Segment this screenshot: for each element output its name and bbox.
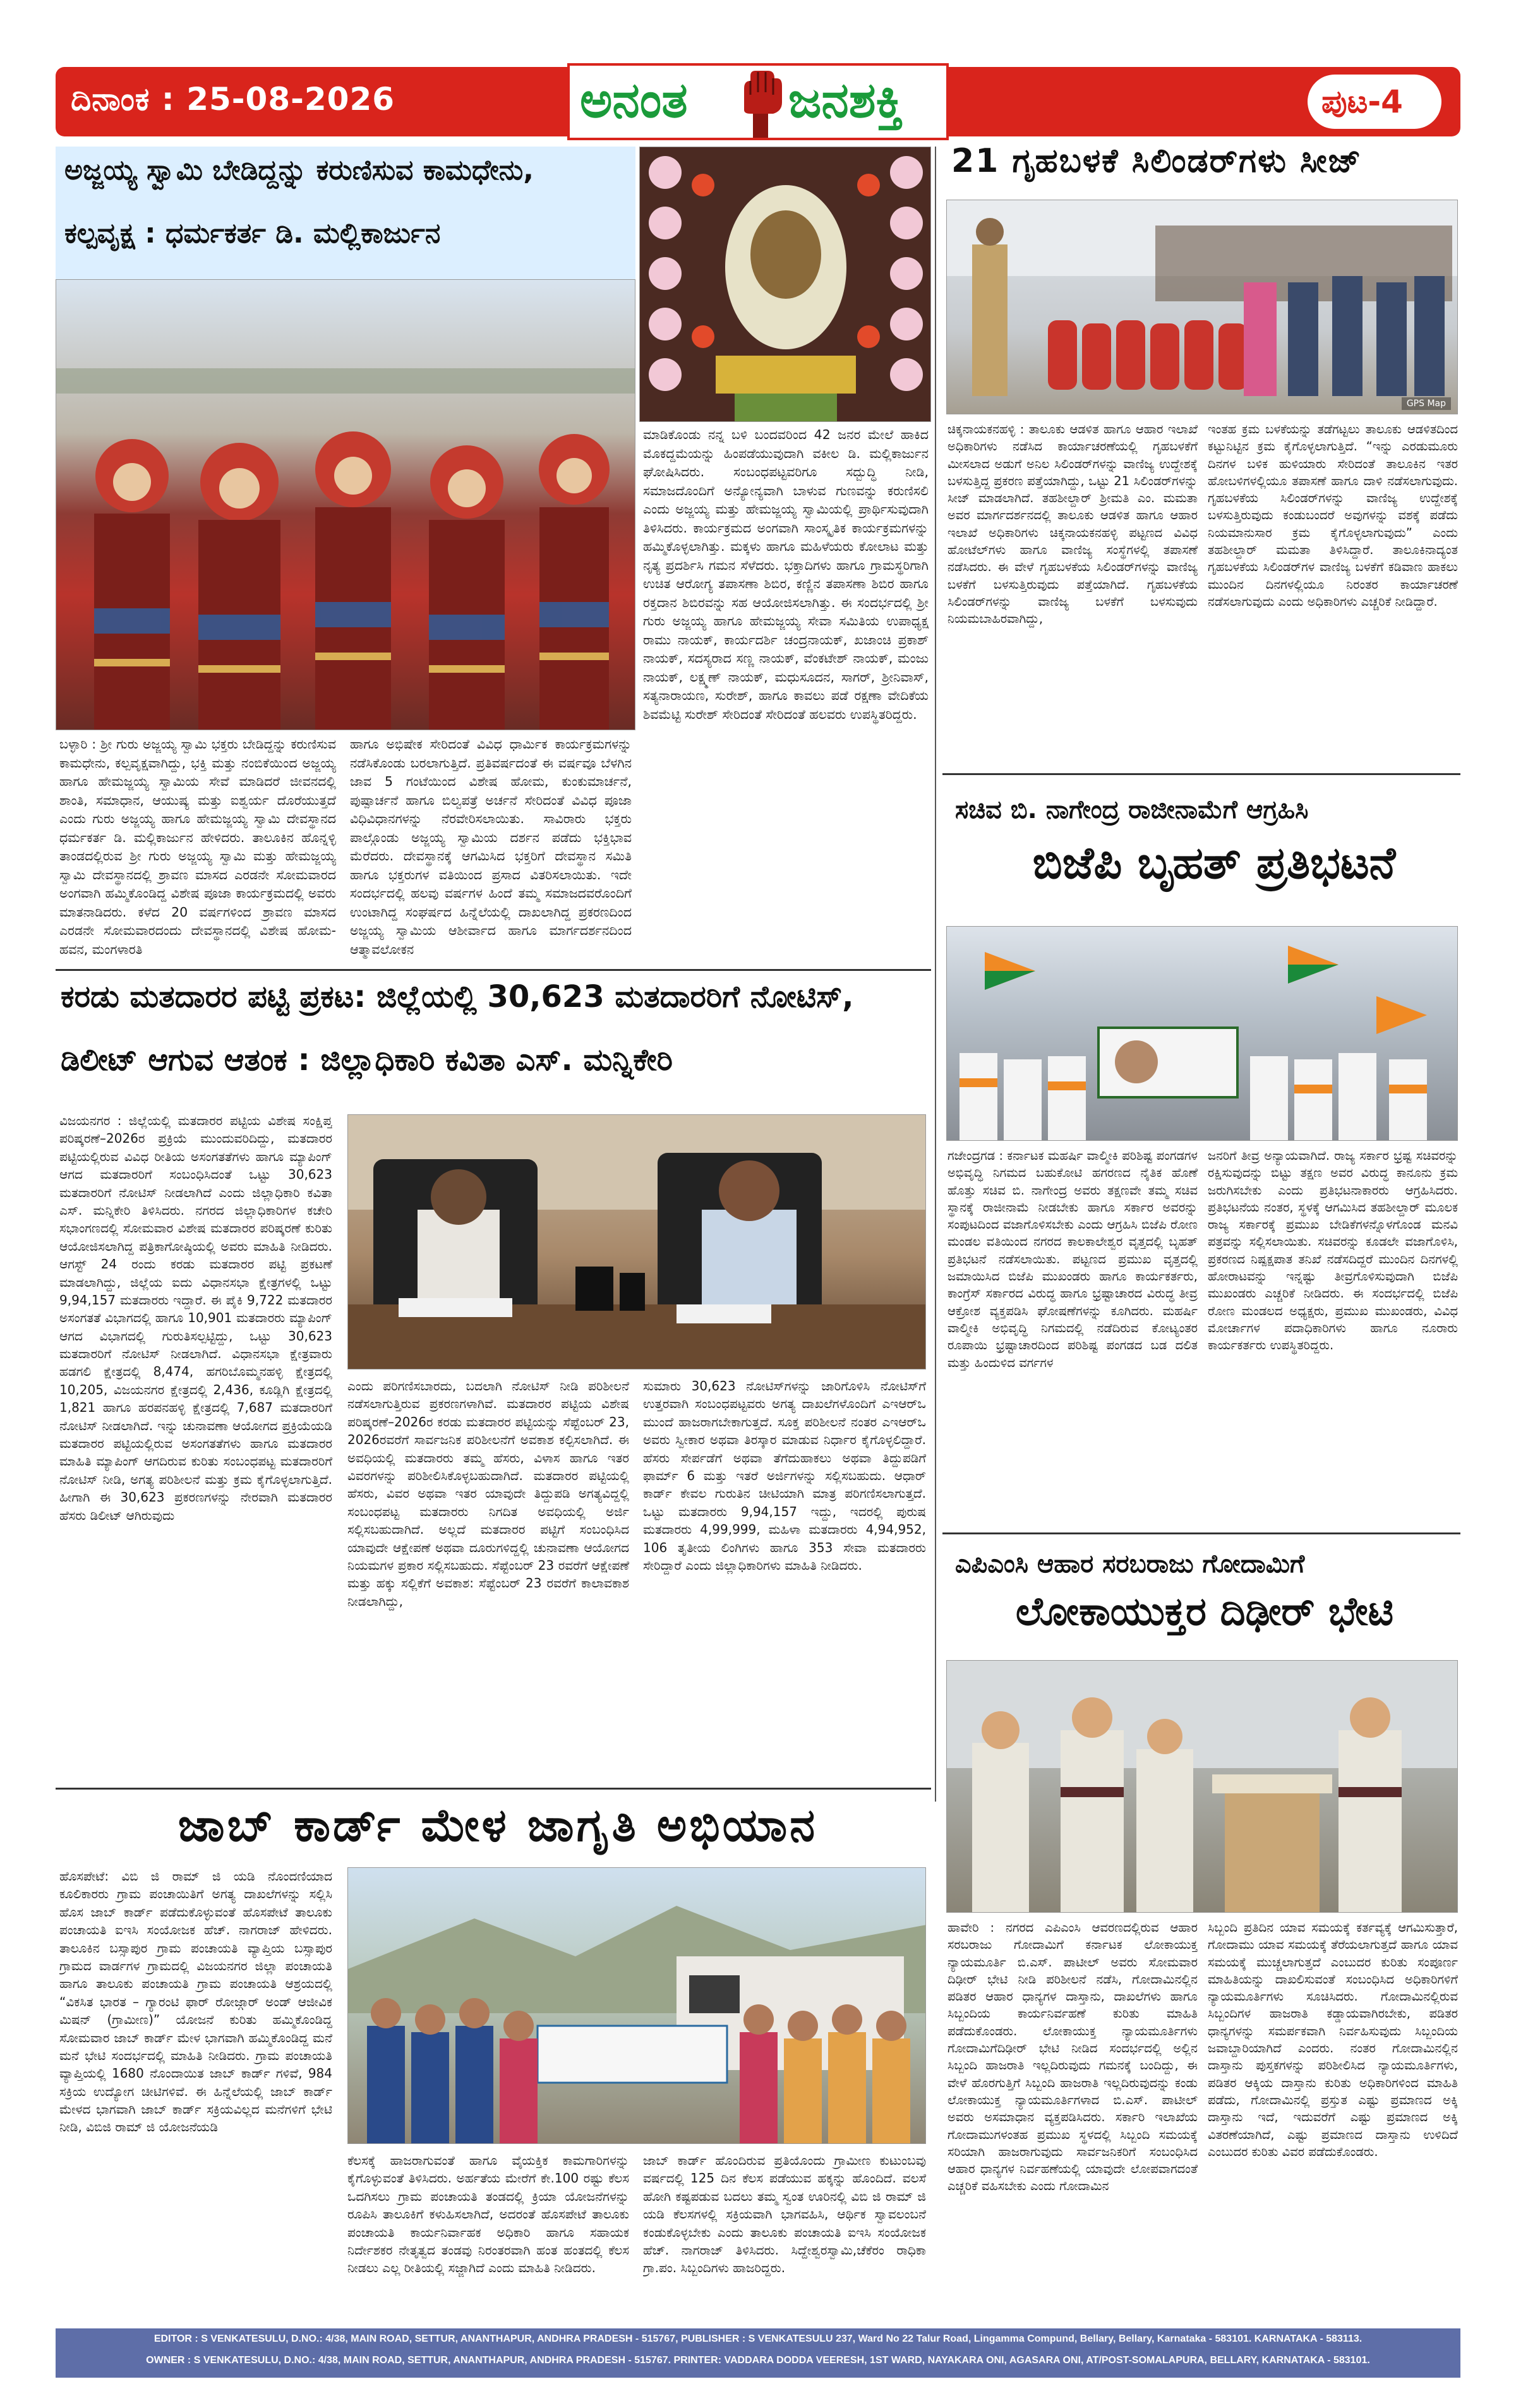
article-ajjayya-col2: ಹಾಗೂ ಅಭಿಷೇಕ ಸೇರಿದಂತೆ ವಿವಿಧ ಧಾರ್ಮಿಕ ಕಾರ್ಯಕ್ರಮಗಳನ್ನು ನಡೆಸಿಕೊಂಡು ಬರಲಾಗುತ್ತಿದೆ. ಪ್ರತಿವರ್ಷದಂತೆ ಈ ವರ್ಷವೂ ಬೆಳಗಿನ ಜಾವ 5 ಗಂಟೆಯಿಂದ ವಿಶೇಷ ಹೋಮ, ಕುಂಕುಮಾರ್ಚನೆ, ಪುಷ್ಪಾರ್ಚನೆ ಹಾಗೂ ಬಿಲ್ವಪತ್ರೆ ಅರ್ಚನೆ ಸೇರಿದಂತೆ ವಿವಿಧ ಪೂಜಾ ವಿಧಿವಿಧಾನಗಳನ್ನು ನೆರವೇರಿಸಲಾಯಿತು. ಸಾವಿರಾರು ಭಕ್ತರು ಪಾಲ್ಗೊಂಡು ಅಜ್ಜಯ್ಯ ಸ್ವಾಮಿಯ ದರ್ಶನ ಪಡೆದು ಭಕ್ತಿಭಾವ ಮೆರೆದರು. ದೇವಸ್ಥಾನಕ್ಕೆ ಆಗಮಿಸಿದ ಭಕ್ತರಿಗೆ ದೇವಸ್ಥಾನ ಸಮಿತಿ ಹಾಗೂ ಭಕ್ತರುಗಳ ವತಿಯಿಂದ ಪ್ರಸಾದ ವಿತರಿಸಲಾಯಿತು. ಇದೇ ಸಂದರ್ಭದಲ್ಲಿ ಹಲವು ವರ್ಷಗಳ ಹಿಂದೆ ತಮ್ಮ ಸಮಾಜದವರೊಂದಿಗೆ ಉಂಟಾಗಿದ್ದ ಸಂಘರ್ಷದ ಹಿನ್ನೆಲೆಯಲ್ಲಿ ದಾಖಲಾಗಿದ್ದ ಪ್ರಕರಣದಿಂದ ಅಜ್ಜಯ್ಯ ಸ್ವಾಮಿಯ ಆಶೀರ್ವಾದ ಹಾಗೂ ಮಾರ್ಗದರ್ಶನದಿಂದ ಆತ್ಮಾವಲೋಕನ [350, 737, 632, 957]
photo-press-meet [347, 1114, 926, 1370]
protest-illustration [947, 927, 1458, 1141]
logo-title-left: ಅನಂತ [580, 72, 688, 129]
logo-title-right: ಜನಶಕ್ತಿ [788, 72, 903, 129]
dancers-illustration [56, 280, 635, 730]
article-bjp-headline: ಬಿಜೆಪಿ ಬೃಹತ್ ಪ್ರತಿಭಟನೆ [1032, 837, 1396, 889]
article-ajjayya [56, 147, 931, 965]
article-ajjayya-headline-box [56, 147, 635, 279]
divider-left-2 [56, 1788, 931, 1790]
job-card-illustration [348, 1868, 926, 2144]
article-ajjayya-headline-2: ಕಲ್ಪವೃಕ್ಷ : ಧರ್ಮಕರ್ತ ಡಿ. ಮಲ್ಲಿಕಾರ್ಜುನ [64, 217, 441, 250]
article-job-card-headline: ಜಾಬ್ ಕಾರ್ಡ್ ಮೇಳ ಜಾಗೃತಿ ಅಭಿಯಾನ [177, 1798, 818, 1851]
masthead-logo [567, 63, 949, 140]
article-cylinders-col2: ಇಂತಹ ಕ್ರಮ ಬಳಕೆಯನ್ನು ತಡೆಗಟ್ಟಲು ತಾಲೂಕು ಆಡಳಿತದಿಂದ ಕಟ್ಟುನಿಟ್ಟಿನ ಕ್ರಮ ಕೈಗೊಳ್ಳಲಾಗುತ್ತಿದೆ. “ಇನ್ನು ಎರಡುಮೂರು ದಿನಗಳ ಬಳಿಕ ಹುಳಿಯಾರು ಸೇರಿದಂತೆ ತಾಲೂಕಿನ ಇತರ ಹೋಬಳಿಗಳಲ್ಲಿಯೂ ತಪಾಸಣೆ ಹಾಗೂ ದಾಳಿ ನಡೆಸಲಾಗುವುದು. ಗೃಹಬಳಕೆಯ ಸಿಲಿಂಡರ್‌ಗಳನ್ನು ವಾಣಿಜ್ಯ ಉದ್ದೇಶಕ್ಕೆ ಬಳಸುತ್ತಿರುವುದು ಕಂಡುಬಂದರೆ ಅವುಗಳನ್ನು ವಶಕ್ಕೆ ಪಡೆದು ನಿಯಮಾನುಸಾರ ಕ್ರಮ ಕೈಗೊಳ್ಳಲಾಗುವುದು” ಎಂದು ತಹಶೀಲ್ದಾರ್ ಮಮತಾ ತಿಳಿಸಿದ್ದಾರೆ. ತಾಲೂಕಿನಾದ್ಯಂತ ಗೃಹಬಳಕೆಯ ಸಿಲಿಂಡರ್‌ಗಳ ವಾಣಿಜ್ಯ ಬಳಕೆಗೆ ಕಡಿವಾಣ ಹಾಕಲು ಮುಂದಿನ ದಿನಗಳಲ್ಲಿಯೂ ನಿರಂತರ ಕಾರ್ಯಾಚರಣೆ ನಡೆಸಲಾಗುವುದು ಎಂದು ಅಧಿಕಾರಿಗಳು ಎಚ್ಚರಿಕೆ ನೀಡಿದ್ದಾರೆ. [1208, 422, 1458, 609]
photo-dancers [56, 279, 635, 730]
date-banner [56, 67, 567, 136]
lokayukta-illustration [947, 1661, 1458, 1913]
photo-job-card [347, 1867, 926, 2144]
article-voter-col3: ಸುಮಾರು 30,623 ನೋಟಿಸ್‌ಗಳನ್ನು ಜಾರಿಗೊಳಿಸಿ ನೋಟಿಸ್‌ಗೆ ಉತ್ತರವಾಗಿ ಸಂಬಂಧಪಟ್ಟವರು ಅಗತ್ಯ ದಾಖಲೆಗಳೊಂದಿಗೆ ಎಇಆರ್‌ಒ ಮುಂದೆ ಹಾಜರಾಗಬೇಕಾಗುತ್ತದೆ. ಸೂಕ್ತ ಪರಿಶೀಲನೆ ನಂತರ ಎಇಆರ್‌ಒ ಅವರು ಸ್ವೀಕಾರ ಅಥವಾ ತಿರಸ್ಕಾರ ಮಾಡುವ ನಿರ್ಧಾರ ಕೈಗೊಳ್ಳಲಿದ್ದಾರೆ. ಹೆಸರು ಸೇರ್ಪಡೆಗೆ ಅಥವಾ ತೆಗೆದುಹಾಕಲು ಅಥವಾ ತಿದ್ದುಪಡಿಗೆ ಫಾರ್ಮ್ 6 ಮತ್ತು ಇತರೆ ಅರ್ಜಿಗಳನ್ನು ಸಲ್ಲಿಸಬಹುದು. ಆಧಾರ್ ಕಾರ್ಡ್ ಕೇವಲ ಗುರುತಿನ ಚೀಟಿಯಾಗಿ ಮಾತ್ರ ಪರಿಗಣಿಸಲಾಗುತ್ತದೆ. ಒಟ್ಟು ಮತದಾರರು 9,94,157 ಇದ್ದು, ಇದರಲ್ಲಿ ಪುರುಷ ಮತದಾರರು 4,99,999, ಮಹಿಳಾ ಮತದಾರರು 4,94,952, 106 ತೃತೀಯ ಲಿಂಗಿಗಳು ಹಾಗೂ 353 ಸೇವಾ ಮತದಾರರು ಸೇರಿದ್ದಾರೆ ಎಂದು ಜಿಲ್ಲಾಧಿಕಾರಿಗಳು ಮಾಹಿತಿ ನೀಡಿದರು. [643, 1378, 926, 1573]
photo-protest [946, 926, 1458, 1141]
raised-fist-icon [735, 69, 786, 139]
article-voter-col2: ಎಂದು ಪರಿಗಣಿಸಬಾರದು, ಬದಲಾಗಿ ನೋಟಿಸ್ ನೀಡಿ ಪರಿಶೀಲನೆ ನಡೆಸಲಾಗುತ್ತಿರುವ ಪ್ರಕರಣಗಳಾಗಿವೆ. ಮತದಾರರ ಪಟ್ಟಿಯ ವಿಶೇಷ ಪರಿಷ್ಕರಣೆ–2026ರ ಕರಡು ಮತದಾರರ ಪಟ್ಟಿಯನ್ನು ಸೆಪ್ಟೆಂಬರ್ 23, 2026ರವರೆಗೆ ಸಾರ್ವಜನಿಕ ಪರಿಶೀಲನೆಗೆ ಅವಕಾಶ ಕಲ್ಪಿಸಲಾಗಿದೆ. ಈ ಅವಧಿಯಲ್ಲಿ ಮತದಾರರು ತಮ್ಮ ಹೆಸರು, ವಿಳಾಸ ಹಾಗೂ ಇತರ ವಿವರಗಳನ್ನು ಪರಿಶೀಲಿಸಿಕೊಳ್ಳಬಹುದಾಗಿದೆ. ಮತದಾರರ ಪಟ್ಟಿಯಲ್ಲಿ ಹೆಸರು, ವಿವರ ಅಥವಾ ಇತರ ಯಾವುದೇ ತಿದ್ದುಪಡಿ ಅಗತ್ಯವಿದ್ದಲ್ಲಿ ಸಂಬಂಧಪಟ್ಟ ಮತದಾರರು ನಿಗದಿತ ಅವಧಿಯಲ್ಲಿ ಅರ್ಜಿ ಸಲ್ಲಿಸಬಹುದಾಗಿದೆ. ಅಲ್ಲದೆ ಮತದಾರರ ಪಟ್ಟಿಗೆ ಸಂಬಂಧಿಸಿದ ಯಾವುದೇ ಆಕ್ಷೇಪಣೆ ಅಥವಾ ದೂರುಗಳಿದ್ದಲ್ಲಿ ಚುನಾವಣಾ ಆಯೋಗದ ನಿಯಮಗಳ ಪ್ರಕಾರ ಸಲ್ಲಿಸಬಹುದು. ಸೆಪ್ಟೆಂಬರ್ 23 ರವರೆಗೆ ಆಕ್ಷೇಪಣೆ ಮತ್ತು ಹಕ್ಕು ಸಲ್ಲಿಕೆಗೆ ಅವಕಾಶ: ಸೆಪ್ಟೆಂಬರ್ 23 ರವರೆಗೆ ಕಾಲಾವಕಾಶ ನೀಡಲಾಗಿದ್ದು, [347, 1378, 629, 1609]
photo-cylinders [946, 200, 1458, 414]
article-bjp-col1: ಗಜೇಂದ್ರಗಡ : ಕರ್ನಾಟಕ ಮಹರ್ಷಿ ವಾಲ್ಮೀಕಿ ಪರಿಶಿಷ್ಟ ಪಂಗಡಗಳ ಅಭಿವೃದ್ಧಿ ನಿಗಮದ ಬಹುಕೋಟಿ ಹಗರಣದ ನೈತಿಕ ಹೊಣೆ ಹೊತ್ತು ಸಚಿವ ಬಿ. ನಾಗೇಂದ್ರ ಅವರು ತಕ್ಷಣವೇ ತಮ್ಮ ಸಚಿವ ಸ್ಥಾನಕ್ಕೆ ರಾಜೀನಾಮೆ ನೀಡಬೇಕು ಹಾಗೂ ಸರ್ಕಾರ ಅವರನ್ನು ಸಂಪುಟದಿಂದ ವಜಾಗೊಳಿಸಬೇಕು ಎಂದು ಆಗ್ರಹಿಸಿ ಬಿಜೆಪಿ ರೋಣ ಮಂಡಲ ವತಿಯಿಂದ ನಗರದ ಕಾಲಕಾಲೇಶ್ವರ ವೃತ್ತದಲ್ಲಿ ಬೃಹತ್ ಪ್ರತಿಭಟನೆ ನಡೆಸಲಾಯಿತು. ಪಟ್ಟಣದ ಪ್ರಮುಖ ವೃತ್ತದಲ್ಲಿ ಜಮಾಯಿಸಿದ ಬಿಜೆಪಿ ಮುಖಂಡರು ಹಾಗೂ ಕಾರ್ಯಕರ್ತರು, ಕಾಂಗ್ರೆಸ್ ಸರ್ಕಾರದ ವಿರುದ್ಧ ಹಾಗೂ ಭ್ರಷ್ಟಾಚಾರದ ವಿರುದ್ಧ ತೀವ್ರ ಆಕ್ರೋಶ ವ್ಯಕ್ತಪಡಿಸಿ ಘೋಷಣೆಗಳನ್ನು ಕೂಗಿದರು. ಮಹರ್ಷಿ ವಾಲ್ಮೀಕಿ ಅಭಿವೃದ್ಧಿ ನಿಗಮದಲ್ಲಿ ನಡೆದಿರುವ ಕೋಟ್ಯಂತರ ರೂಪಾಯಿ ಭ್ರಷ್ಟಾಚಾರದಿಂದ ಪರಿಶಿಷ್ಟ ಪಂಗಡದ ಬಡ ದಲಿತ ಮತ್ತು ಹಿಂದುಳಿದ ವರ್ಗಗಳ [948, 1148, 1198, 1370]
divider-right-2 [942, 1532, 1460, 1534]
article-lokayukta-col2: ಸಿಬ್ಬಂದಿ ಪ್ರತಿದಿನ ಯಾವ ಸಮಯಕ್ಕೆ ಕರ್ತವ್ಯಕ್ಕೆ ಆಗಮಿಸುತ್ತಾರೆ, ಗೋದಾಮು ಯಾವ ಸಮಯಕ್ಕೆ ತೆರೆಯಲಾಗುತ್ತದೆ ಹಾಗೂ ಯಾವ ಸಮಯಕ್ಕೆ ಮುಚ್ಚಲಾಗುತ್ತದೆ ಎಂಬುದರ ಕುರಿತು ಸಂಪೂರ್ಣ ಮಾಹಿತಿಯನ್ನು ದಾಖಲಿಸುವಂತೆ ಸಂಬಂಧಿಸಿದ ಅಧಿಕಾರಿಗಳಿಗೆ ನ್ಯಾಯಮೂರ್ತಿಗಳು ಸೂಚಿಸಿದರು. ಗೋದಾಮಿನಲ್ಲಿರುವ ಸಿಬ್ಬಂದಿಗಳ ಹಾಜರಾತಿ ಕಡ್ಡಾಯವಾಗಿರಬೇಕು, ಪಡಿತರ ಧಾನ್ಯಗಳನ್ನು ಸಮರ್ಪಕವಾಗಿ ನಿರ್ವಹಿಸುವುದು ಸಿಬ್ಬಂದಿಯ ಜವಾಬ್ದಾರಿಯಾಗಿದೆ ಎಂದರು. ನಂತರ ಗೋದಾಮಿನಲ್ಲಿನ ದಾಸ್ತಾನು ಪುಸ್ತಕಗಳನ್ನು ಪರಿಶೀಲಿಸಿದ ನ್ಯಾಯಮೂರ್ತಿಗಳು, ಪಡಿತರ ಆಕ್ಕಿಯ ದಾಸ್ತಾನು ಕುರಿತು ಅಧಿಕಾರಿಗಳಿಂದ ಮಾಹಿತಿ ಪಡೆದು, ಗೋದಾಮಿನಲ್ಲಿ ಪ್ರಸ್ತುತ ಎಷ್ಟು ಪ್ರಮಾಣದ ಅಕ್ಕಿ ದಾಸ್ತಾನು ಇದೆ, ಇದುವರೆಗೆ ಎಷ್ಟು ಪ್ರಮಾಣದ ಅಕ್ಕಿ ವಿತರಣೆಯಾಗಿದೆ, ಎಷ್ಟು ಪ್ರಮಾಣದ ದಾಸ್ತಾನು ಉಳಿದಿದೆ ಎಂಬುದರ ಕುರಿತು ವಿವರ ಪಡೆದುಕೊಂಡರು. [1208, 1920, 1458, 2159]
article-job-card [56, 1791, 931, 2322]
article-job-card-col2: ಕೆಲಸಕ್ಕೆ ಹಾಜರಾಗುವಂತೆ ಹಾಗೂ ವೈಯಕ್ತಿಕ ಕಾಮಗಾರಿಗಳನ್ನು ಕೈಗೊಳ್ಳುವಂತೆ ತಿಳಿಸಿದರು. ಅರ್ಹತೆಯ ಮೇರೆಗೆ ಕೇ.100 ರಷ್ಟು ಕೆಲಸ ಒದಗಿಸಲು ಗ್ರಾಮ ಪಂಚಾಯತಿ ತಂಡದಲ್ಲಿ ಕ್ರಿಯಾ ಯೋಜನೆಗಳನ್ನು ರೂಪಿಸಿ ತಾಲೂಕಿಗೆ ಕಳುಹಿಸಲಾಗಿದೆ, ಅದರಂತೆ ಹೊಸಪೇಟೆ ತಾಲೂಕು ಪಂಚಾಯತಿ ಕಾರ್ಯನಿರ್ವಾಹಕ ಅಧಿಕಾರಿ ಹಾಗೂ ಸಹಾಯಕ ನಿರ್ದೇಶಕರ ನೇತೃತ್ವದ ತಂಡವು ನಿರಂತರವಾಗಿ ಹಂತ ಹಂತದಲ್ಲಿ ಕೆಲಸ ನೀಡಲು ಎಲ್ಲ ರೀತಿಯಲ್ಲಿ ಸಜ್ಜಾಗಿದೆ ಎಂದು ಮಾಹಿತಿ ನೀಡಿದರು. [347, 2153, 629, 2276]
article-ajjayya-headline-1: ಅಜ್ಜಯ್ಯ ಸ್ವಾಮಿ ಬೇಡಿದ್ದನ್ನು ಕರುಣಿಸುವ ಕಾಮಧೇನು, [64, 154, 534, 186]
photo-cylinders-caption: GPS Map [1402, 397, 1451, 410]
page-label: ಪುಟ-4 [1321, 83, 1403, 120]
article-voter-col1: ವಿಜಯನಗರ : ಜಿಲ್ಲೆಯಲ್ಲಿ ಮತದಾರರ ಪಟ್ಟಿಯ ವಿಶೇಷ ಸಂಕ್ಷಿಪ್ತ ಪರಿಷ್ಕರಣೆ–2026ರ ಪ್ರಕ್ರಿಯೆ ಮುಂದುವರಿದಿದ್ದು, ಮತದಾರರ ಪಟ್ಟಿಯಲ್ಲಿರುವ ವಿವಿಧ ರೀತಿಯ ಅಸಂಗತತೆಗಳು ಹಾಗೂ ಮ್ಯಾಪಿಂಗ್ ಆಗದ ಮತದಾರರಿಗೆ ಸಂಬಂಧಿಸಿದಂತೆ ಒಟ್ಟು 30,623 ಮತದಾರರಿಗೆ ನೋಟಿಸ್ ನೀಡಲಾಗಿದೆ ಎಂದು ಜಿಲ್ಲಾಧಿಕಾರಿ ಕವಿತಾ ಎಸ್. ಮನ್ನಿಕೇರಿ ತಿಳಿಸಿದರು. ನಗರದ ಜಿಲ್ಲಾಧಿಕಾರಿಗಳ ಕಚೇರಿ ಸಭಾಂಗಣದಲ್ಲಿ ಸೋಮವಾರ ವಿಶೇಷ ಮತದಾರರ ಪರಿಷ್ಕರಣೆ ಕುರಿತು ಆಯೋಜಿಸಲಾಗಿದ್ದ ಪತ್ರಿಕಾಗೋಷ್ಠಿಯಲ್ಲಿ ಅವರು ಮಾಹಿತಿ ನೀಡಿದರು. ಆಗಸ್ಟ್ 24 ರಂದು ಕರಡು ಮತದಾರರ ಪಟ್ಟಿ ಪ್ರಕಟಣೆ ಮಾಡಲಾಗಿದ್ದು, ಜಿಲ್ಲೆಯ ಐದು ವಿಧಾನಸಭಾ ಕ್ಷೇತ್ರಗಳಲ್ಲಿ ಒಟ್ಟು 9,94,157 ಮತದಾರರು ಇದ್ದಾರೆ. ಈ ಪೈಕಿ 9,722 ಮತದಾರರ ಅಸಂಗತತೆ ವಿಭಾಗದಲ್ಲಿ ಹಾಗೂ 10,901 ಮತದಾರರು ಮ್ಯಾಪಿಂಗ್ ಆಗದ ವಿಭಾಗದಲ್ಲಿ ಗುರುತಿಸಲ್ಪಟ್ಟಿದ್ದು, ಒಟ್ಟು 30,623 ಮತದಾರರಿಗೆ ನೋಟಿಸ್ ನೀಡಲಾಗಿದೆ. ವಿಧಾನಸಭಾ ಕ್ಷೇತ್ರವಾರು ಹಡಗಲಿ ಕ್ಷೇತ್ರದಲ್ಲಿ 8,474, ಹಗರಿಬೊಮ್ಮನಹಳ್ಳಿ ಕ್ಷೇತ್ರದಲ್ಲಿ 10,205, ವಿಜಯನಗರ ಕ್ಷೇತ್ರದಲ್ಲಿ 2,436, ಕೂಡ್ಲಿಗಿ ಕ್ಷೇತ್ರದಲ್ಲಿ 1,821 ಹಾಗೂ ಹರಪನಹಳ್ಳಿ ಕ್ಷೇತ್ರದಲ್ಲಿ 7,687 ಮತದಾರರಿಗೆ ನೋಟಿಸ್ ನೀಡಲಾಗಿದೆ. ಇನ್ನು ಚುನಾವಣಾ ಆಯೋಗದ ಪ್ರಕ್ರಿಯೆಯಡಿ ಮತದಾರರ ಪಟ್ಟಿಯಲ್ಲಿರುವ ಅಸಂಗತತೆಗಳು ಹಾಗೂ ಮತದಾರರ ಮಾಹಿತಿ ಮ್ಯಾಪಿಂಗ್ ಆಗದಿರುವ ಕುರಿತು ಸಂಬಂಧಪಟ್ಟ ಮತದಾರರಿಗೆ ನೋಟಿಸ್ ನೀಡಿ, ಅಗತ್ಯ ಪರಿಶೀಲನೆ ಮತ್ತು ಕ್ರಮ ಕೈಗೊಳ್ಳಲಾಗುತ್ತಿದೆ. ಹೀಗಾಗಿ ಈ 30,623 ಪ್ರಕರಣಗಳನ್ನು ನೇರವಾಗಿ ಮತದಾರರ ಹೆಸರು ಡಿಲೀಟ್ ಆಗಿರುವುದು [59, 1113, 332, 1523]
article-ajjayya-col1: ಬಳ್ಳಾರಿ : ಶ್ರೀ ಗುರು ಅಜ್ಜಯ್ಯ ಸ್ವಾಮಿ ಭಕ್ತರು ಬೇಡಿದ್ದನ್ನು ಕರುಣಿಸುವ ಕಾಮಧೇನು, ಕಲ್ಪವೃಕ್ಷವಾಗಿದ್ದು, ಭಕ್ತಿ ಮತ್ತು ನಂಬಿಕೆಯಿಂದ ಅಜ್ಜಯ್ಯ ಹಾಗೂ ಹೇಮಜ್ಜಯ್ಯ ಸ್ವಾಮಿಯ ಸೇವೆ ಮಾಡಿದರೆ ಜೀವನದಲ್ಲಿ ಶಾಂತಿ, ಸಮಾಧಾನ, ಆಯುಷ್ಯ ಮತ್ತು ಐಶ್ವರ್ಯ ದೊರೆಯುತ್ತದೆ ಎಂದು ಗುರು ಅಜ್ಜಯ್ಯ ಹಾಗೂ ಹೇಮಜ್ಜಯ್ಯ ಸ್ವಾಮಿ ದೇವಸ್ಥಾನದ ಧರ್ಮಕರ್ತ ಡಿ. ಮಲ್ಲಿಕಾರ್ಜುನ ಹೇಳಿದರು. ತಾಲೂಕಿನ ಹೊನ್ನಳ್ಳಿ ತಾಂಡದಲ್ಲಿರುವ ಶ್ರೀ ಗುರು ಅಜ್ಜಯ್ಯ ಸ್ವಾಮಿ ಮತ್ತು ಹೇಮಜ್ಜಯ್ಯ ಸ್ವಾಮಿ ದೇವಸ್ಥಾನದಲ್ಲಿ ಶ್ರಾವಣ ಮಾಸದ ಎರಡನೇ ಸೋಮವಾರದ ಅಂಗವಾಗಿ ಹಮ್ಮಿಕೊಂಡಿದ್ದ ವಿಶೇಷ ಪೂಜಾ ಕಾರ್ಯಕ್ರಮದಲ್ಲಿ ಅವರು ಮಾತನಾಡಿದರು. ಕಳೆದ 20 ವರ್ಷಗಳಿಂದ ಶ್ರಾವಣ ಮಾಸದ ಎರಡನೇ ಸೋಮವಾರದಂದು ದೇವಸ್ಥಾನದಲ್ಲಿ ವಿಶೇಷ ಹೋಮ-ಹವನ, ಮಂಗಳಾರತಿ [59, 737, 336, 957]
article-cylinders-col1: ಚಿಕ್ಕನಾಯಕನಹಳ್ಳಿ : ತಾಲೂಕು ಆಡಳಿತ ಹಾಗೂ ಆಹಾರ ಇಲಾಖೆ ಅಧಿಕಾರಿಗಳು ನಡೆಸಿದ ಕಾರ್ಯಾಚರಣೆಯಲ್ಲಿ ಗೃಹಬಳಕೆಗೆ ಮೀಸಲಾದ ಅಡುಗೆ ಅನಿಲ ಸಿಲಿಂಡರ್‌ಗಳನ್ನು ವಾಣಿಜ್ಯ ಉದ್ದೇಶಕ್ಕೆ ಬಳಸುತ್ತಿದ್ದ ಪ್ರಕರಣ ಪತ್ತೆಯಾಗಿದ್ದು, ಒಟ್ಟು 21 ಸಿಲಿಂಡರ್‌ಗಳನ್ನು ಸೀಜ್ ಮಾಡಲಾಗಿದೆ. ತಹಶೀಲ್ದಾರ್ ಶ್ರೀಮತಿ ಎಂ. ಮಮತಾ ಅವರ ಮಾರ್ಗದರ್ಶನದಲ್ಲಿ ತಾಲೂಕು ಆಡಳಿತ ಹಾಗೂ ಆಹಾರ ಇಲಾಖೆ ಅಧಿಕಾರಿಗಳು ಚಿಕ್ಕನಾಯಕನಹಳ್ಳಿ ಪಟ್ಟಣದ ವಿವಿಧ ಹೋಟೆಲ್‌ಗಳು ಹಾಗೂ ವಾಣಿಜ್ಯ ಸಂಸ್ಥೆಗಳಲ್ಲಿ ತಪಾಸಣೆ ನಡೆಸಿದರು. ಈ ವೇಳೆ ಗೃಹಬಳಕೆಯ ಸಿಲಿಂಡರ್‌ಗಳನ್ನು ವಾಣಿಜ್ಯ ಬಳಕೆಗೆ ಬಳಸುತ್ತಿರುವುದು ಪತ್ತೆಯಾಗಿದೆ. ಗೃಹಬಳಕೆಯ ಸಿಲಿಂಡರ್‌ಗಳನ್ನು ವಾಣಿಜ್ಯ ಬಳಕೆಗೆ ಬಳಸುವುದು ನಿಯಮಬಾಹಿರವಾಗಿದ್ದು, [948, 422, 1198, 627]
article-lokayukta-col1: ಹಾವೇರಿ : ನಗರದ ಎಪಿಎಂಸಿ ಆವರಣದಲ್ಲಿರುವ ಆಹಾರ ಸರಬರಾಜು ಗೋದಾಮಿಗೆ ಕರ್ನಾಟಕ ಲೋಕಾಯುಕ್ತ ನ್ಯಾಯಮೂರ್ತಿ ಬಿ.ಎಸ್. ಪಾಟೀಲ್ ಅವರು ಸೋಮವಾರ ದಿಢೀರ್ ಭೇಟಿ ನೀಡಿ ಪರಿಶೀಲನೆ ನಡೆಸಿ, ಗೋದಾಮಿನಲ್ಲಿನ ಪಡಿತರ ಆಹಾರ ಧಾನ್ಯಗಳ ದಾಸ್ತಾನು, ದಾಖಲೆಗಳು ಹಾಗೂ ಸಿಬ್ಬಂದಿಯ ಕಾರ್ಯನಿರ್ವಹಣೆ ಕುರಿತು ಮಾಹಿತಿ ಪಡೆದುಕೊಂಡರು. ಲೋಕಾಯುಕ್ತ ನ್ಯಾಯಮೂರ್ತಿಗಳು ಗೋದಾಮಿಗೆದಿಢೀರ್ ಭೇಟಿ ನೀಡಿದ ಸಂದರ್ಭದಲ್ಲಿ ಅಲ್ಲಿನ ಸಿಬ್ಬಂದಿ ಹಾಜರಾತಿ ಇಲ್ಲದಿರುವುದು ಗಮನಕ್ಕೆ ಬಂದಿದ್ದು, ಈ ವೇಳೆ ಹೊರಗುತ್ತಿಗೆ ಸಿಬ್ಬಂದಿ ಹಾಜರಾತಿ ಇಲ್ಲದಿರುವುದನ್ನು ಕಂಡು ಲೋಕಾಯುಕ್ತ ನ್ಯಾಯಮೂರ್ತಿಗಳಾದ ಬಿ.ಎಸ್. ಪಾಟೀಲ್ ಅವರು ಅಸಮಾಧಾನ ವ್ಯಕ್ತಪಡಿಸಿದರು. ಸರ್ಕಾರಿ ಇಲಾಖೆಯ ಗೋದಾಮುಗಳಂತಹ ಪ್ರಮುಖ ಸ್ಥಳದಲ್ಲಿ ಸಿಬ್ಬಂದಿ ಸಮಯಕ್ಕೆ ಸರಿಯಾಗಿ ಹಾಜರಾಗುವುದು ಸಾರ್ವಜನಿಕರಿಗೆ ಸಂಬಂಧಿಸಿದ ಆಹಾರ ಧಾನ್ಯಗಳ ನಿರ್ವಹಣೆಯಲ್ಲಿ ಯಾವುದೇ ಲೋಪವಾಗದಂತೆ ಎಚ್ಚರಿಕೆ ವಹಿಸಬೇಕು ಎಂದು ಗೋದಾಮಿನ [948, 1920, 1198, 2194]
cylinders-illustration [947, 200, 1458, 414]
page-label-pill [1308, 75, 1441, 129]
shrine-illustration [640, 147, 931, 422]
article-lokayukta-kicker: ಎಪಿಎಂಸಿ ಆಹಾರ ಸರಬರಾಜು ಗೋದಾಮಿಗೆ [955, 1550, 1305, 1579]
article-job-card-col1: ಹೊಸಪೇಟೆ: ವಿಬಿ ಜಿ ರಾಮ್ ಜಿ ಯಡಿ ನೊಂದಣಿಯಾದ ಕೂಲಿಕಾರರು ಗ್ರಾಮ ಪಂಚಾಯಿತಿಗೆ ಅಗತ್ಯ ದಾಖಲೆಗಳನ್ನು ಸಲ್ಲಿಸಿ ಹೊಸ ಜಾಬ್ ಕಾರ್ಡ್ ಪಡೆದುಕೊಳ್ಳುವಂತೆ ಹೊಸಪೇಟೆ ತಾಲೂಕು ಪಂಚಾಯತಿ ಐಇಸಿ ಸಂಯೋಜಕ ಹೆಚ್. ನಾಗರಾಜ್ ಹೇಳಿದರು. ತಾಲೂಕಿನ ಬಸ್ಸಾಪುರ ಗ್ರಾಮ ಪಂಚಾಯತಿ ವ್ಯಾಪ್ತಿಯ ಬಸ್ಸಾಪುರ ಗ್ರಾಮದ ವಾರ್ಡಗಳ ಗ್ರಾಮದಲ್ಲಿ ವಿಜಯನಗರ ಜಿಲ್ಲಾ ಪಂಚಾಯತಿ ಹಾಗೂ ತಾಲೂಕು ಪಂಚಾಯತಿ ಗ್ರಾಮ ಪಂಚಾಯತಿ ಆಶ್ರಯದಲ್ಲಿ “ವಿಕಸಿತ ಭಾರತ – ಗ್ಯಾರಂಟಿ ಫಾರ್ ರೋಜ್ಗಾರ್ ಅಂಡ್ ಆಜೀವಿಕ ಮಿಷನ್ (ಗ್ರಾಮೀಣ)” ಯೋಜನೆ ಕುರಿತು ಹಮ್ಮಿಕೊಂಡಿದ್ದ ಸೋಮವಾರ ಜಾಬ್ ಕಾರ್ಡ್ ಮೇಳ ಭಾಗವಾಗಿ ಹಮ್ಮಿಕೊಂಡಿದ್ದ ಮನೆ ಮನೆ ಭೇಟಿ ಸಂದರ್ಭದಲ್ಲಿ ಮಾಹಿತಿ ನೀಡಿದರು. ಗ್ರಾಮ ಪಂಚಾಯತಿ ವ್ಯಾಪ್ತಿಯಲ್ಲಿ 1680 ನೊಂದಾಯಿತ ಜಾಬ್ ಕಾರ್ಡ್ ಗಳಿವೆ, 984 ಸಕ್ರಿಯ ಉದ್ಯೋಗ ಚೀಟಿಗಳಿವೆ. ಈ ಹಿನ್ನೆಲೆಯಲ್ಲಿ ಜಾಬ್ ಕಾರ್ಡ್ ಮೇಳದ ಭಾಗವಾಗಿ ಜಾಬ್ ಕಾರ್ಡ್ ಸಕ್ರಿಯವಿಲ್ಲದ ಮನೆಗಳಿಗೆ ಭೇಟಿ ನೀಡಿ, ವಿಬಿಜಿ ರಾಮ್ ಜಿ ಯೋಜನೆಯಡಿ [59, 1869, 332, 2135]
photo-lokayukta [946, 1660, 1458, 1913]
date-label: ದಿನಾಂಕ : 25-08-2026 [71, 81, 395, 117]
article-voter-list [56, 973, 931, 1791]
column-divider-1 [935, 147, 936, 1802]
page-banner [949, 67, 1460, 136]
article-bjp-protest [942, 778, 1460, 1530]
photo-shrine [639, 147, 931, 422]
press-meet-illustration [348, 1115, 926, 1370]
article-ajjayya-col3: ಮಾಡಿಕೊಂಡು ನನ್ನ ಬಳಿ ಬಂದವರಿಂದ 42 ಜನರ ಮೇಲೆ ಹಾಕಿದ ಮೊಕದ್ದಮೆಯನ್ನು ಹಿಂಪಡೆಯುವುದಾಗಿ ವಕೀಲ ಡಿ. ಮಲ್ಲಿಕಾರ್ಜುನ ಘೋಷಿಸಿದರು. ಸಂಬಂಧಪಟ್ಟವರಿಗೂ ಸದ್ಬುದ್ಧಿ ನೀಡಿ, ಸಮಾಜದೊಂದಿಗೆ ಅನ್ಯೋನ್ಯವಾಗಿ ಬಾಳುವ ಗುಣವನ್ನು ಕರುಣಿಸಲಿ ಎಂದು ಅಜ್ಜಯ್ಯ ಮತ್ತು ಹೇಮಜ್ಜಯ್ಯ ಸ್ವಾಮಿಯಲ್ಲಿ ಪ್ರಾರ್ಥಿಸುವುದಾಗಿ ತಿಳಿಸಿದರು. ಕಾರ್ಯಕ್ರಮದ ಅಂಗವಾಗಿ ಸಾಂಸ್ಕೃತಿಕ ಕಾರ್ಯಕ್ರಮಗಳನ್ನು ಹಮ್ಮಿಕೊಳ್ಳಲಾಗಿತ್ತು. ಮಕ್ಕಳು ಹಾಗೂ ಮಹಿಳೆಯರು ಕೋಲಾಟ ಮತ್ತು ನೃತ್ಯ ಪ್ರದರ್ಶಿಸಿ ಗಮನ ಸೆಳೆದರು. ಭಕ್ತಾದಿಗಳು ಹಾಗೂ ಗ್ರಾಮಸ್ಥರಿಗಾಗಿ ಉಚಿತ ಆರೋಗ್ಯ ತಪಾಸಣಾ ಶಿಬಿರ, ಕಣ್ಣಿನ ತಪಾಸಣಾ ಶಿಬಿರ ಹಾಗೂ ರಕ್ತದಾನ ಶಿಬಿರವನ್ನು ಸಹ ಆಯೋಜಿಸಲಾಗಿತ್ತು. ಈ ಸಂದರ್ಭದಲ್ಲಿ ಶ್ರೀ ಗುರು ಅಜ್ಜಯ್ಯ ಹಾಗೂ ಹೇಮಜ್ಜಯ್ಯ ಸೇವಾ ಸಮಿತಿಯ ಉಪಾಧ್ಯಕ್ಷ ರಾಮು ನಾಯಕ್, ಕಾರ್ಯದರ್ಶಿ ಚಂದ್ರನಾಯಕ್, ಖಜಾಂಚಿ ಪ್ರಕಾಶ್ ನಾಯಕ್, ಸದಸ್ಯರಾದ ಸಣ್ಣ ನಾಯಕ್, ವೆಂಕಟೇಶ್ ನಾಯಕ್, ಮಂಜು ನಾಯಕ್, ಲಕ್ಷ್ಮಣ್ ನಾಯಕ್, ಮಧುಸೂದನ, ಸಾಗರ್, ಶ್ರೀನಿವಾಸ್, ಸತ್ಯನಾರಾಯಣ, ಸುರೇಶ್, ಹಾಗೂ ಕಾವಲು ಪಡೆ ರಕ್ಷಣಾ ವೇದಿಕೆಯ ಶಿವಮೆಟ್ಟಿ ಸುರೇಶ್ ಸೇರಿದಂತೆ ಸೇರಿದಂತೆ ಹಲವರು ಉಪಸ್ಥಿತರಿದ್ದರು. [643, 427, 929, 722]
article-job-card-col3: ಜಾಬ್ ಕಾರ್ಡ್ ಹೊಂದಿರುವ ಪ್ರತಿಯೊಂದು ಗ್ರಾಮೀಣ ಕುಟುಂಬವು ವರ್ಷದಲ್ಲಿ 125 ದಿನ ಕೆಲಸ ಪಡೆಯುವ ಹಕ್ಕನ್ನು ಹೊಂದಿದೆ. ವಲಸೆ ಹೋಗಿ ಕಷ್ಟಪಡುವ ಬದಲು ತಮ್ಮ ಸ್ವಂತ ಊರಿನಲ್ಲಿ ವಿಬಿ ಜಿ ರಾಮ್ ಜಿ ಯಡಿ ಕೆಲಸಗಳಲ್ಲಿ ಸಕ್ರಿಯವಾಗಿ ಭಾಗವಹಿಸಿ, ಆರ್ಥಿಕ ಸ್ವಾವಲಂಬನೆ ಕಂಡುಕೊಳ್ಳಬೇಕು ಎಂದು ತಾಲೂಕು ಪಂಚಾಯತಿ ಐಇಸಿ ಸಂಯೋಜಕ ಹೆಚ್. ನಾಗರಾಜ್ ತಿಳಿಸಿದರು. ಸಿದ್ದೇಶ್ವರಸ್ವಾಮಿ,ಚೆಕೆರಂ ರಾಧಿಕಾ ಗ್ರಾ.ಪಂ. ಸಿಬ್ಬಂದಿಗಳು ಹಾಜರಿದ್ದರು. [643, 2153, 926, 2276]
article-bjp-kicker: ಸಚಿವ ಬಿ. ನಾಗೇಂದ್ರ ರಾಜೀನಾಮೆಗೆ ಆಗ್ರಹಿಸಿ [955, 795, 1309, 824]
article-voter-headline-1: ಕರಡು ಮತದಾರರ ಪಟ್ಟಿ ಪ್ರಕಟ: ಜಿಲ್ಲೆಯಲ್ಲಿ 30,623 ಮತದಾರರಿಗೆ ನೋಟಿಸ್, [61, 979, 854, 1014]
article-lokayukta [942, 1538, 1460, 2321]
article-cylinders [942, 139, 1460, 771]
footer [56, 2328, 1460, 2378]
article-cylinders-headline: 21 ಗೃಹಬಳಕೆ ಸಿಲಿಂಡರ್‌ಗಳು ಸೀಜ್ [951, 142, 1363, 180]
divider-left-1 [56, 969, 931, 971]
footer-line-2: OWNER : S VENKATESULU, D.NO.: 4/38, MAIN ROAD, SETTUR, ANANTHAPUR, ANDHRA PRADESH - 515767. PRINTER: VADDARA DODDA VEERESH, 1ST WARD, NAYAKARA ONI, AGASARA ONI, AT/POST-SOMALAPURA, BELLARY, KARNATAKA - 583101. [146, 2355, 1370, 2366]
footer-line-1: EDITOR : S VENKATESULU, D.NO.: 4/38, MAIN ROAD, SETTUR, ANANTHAPUR, ANDHRA PRADESH - 515767, PUBLISHER : S VENKATESULU 237, Ward No 22 Talur Road, Lingamma Compund, Bellary, Bellary, Karnataka - 583101. KARNATAKA - 583113. [153, 2333, 1363, 2344]
article-voter-headline-2: ಡಿಲೀಟ್ ಆಗುವ ಆತಂಕ : ಜಿಲ್ಲಾಧಿಕಾರಿ ಕವಿತಾ ಎಸ್. ಮನ್ನಿಕೇರಿ [61, 1042, 673, 1078]
masthead [56, 63, 1460, 140]
article-bjp-col2: ಜನರಿಗೆ ತೀವ್ರ ಅನ್ಯಾಯವಾಗಿದೆ. ರಾಜ್ಯ ಸರ್ಕಾರ ಭ್ರಷ್ಟ ಸಚಿವರನ್ನು ರಕ್ಷಿಸುವುದನ್ನು ಬಿಟ್ಟು ತಕ್ಷಣ ಅವರ ವಿರುದ್ಧ ಕಾನೂನು ಕ್ರಮ ಜರುಗಿಸಬೇಕು ಎಂದು ಪ್ರತಿಭಟನಾಕಾರರು ಆಗ್ರಹಿಸಿದರು. ಪ್ರತಿಭಟನೆಯ ನಂತರ, ಸ್ಥಳಕ್ಕೆ ಆಗಮಿಸಿದ ತಹಶೀಲ್ದಾರ್ ಮೂಲಕ ರಾಜ್ಯ ಸರ್ಕಾರಕ್ಕೆ ಪ್ರಮುಖ ಬೇಡಿಕೆಗಳನ್ನೊಳಗೊಂಡ ಮನವಿ ಪತ್ರವನ್ನು ಸಲ್ಲಿಸಲಾಯಿತು. ಸಚಿವರನ್ನು ಕೂಡಲೇ ವಜಾಗೊಳಿಸಿ, ಪ್ರಕರಣದ ನಿಷ್ಪಕ್ಷಪಾತ ತನಿಖೆ ನಡೆಸದಿದ್ದರೆ ಮುಂದಿನ ದಿನಗಳಲ್ಲಿ ಹೋರಾಟವನ್ನು ಇನ್ನಷ್ಟು ತೀವ್ರಗೊಳಿಸುವುದಾಗಿ ಬಿಜೆಪಿ ಮುಖಂಡರು ಎಚ್ಚರಿಕೆ ನೀಡಿದರು. ಈ ಸಂದರ್ಭದಲ್ಲಿ ಬಿಜೆಪಿ ರೋಣ ಮಂಡಲದ ಅಧ್ಯಕ್ಷರು, ಪ್ರಮುಖ ಮುಖಂಡರು, ವಿವಿಧ ಮೋರ್ಚಾಗಳ ಪದಾಧಿಕಾರಿಗಳು ಹಾಗೂ ನೂರಾರು ಕಾರ್ಯಕರ್ತರು ಉಪಸ್ಥಿತರಿದ್ದರು. [1208, 1148, 1458, 1353]
divider-right-1 [942, 773, 1460, 775]
article-lokayukta-headline: ಲೋಕಾಯುಕ್ತರ ದಿಢೀರ್ ಭೇಟಿ [1015, 1588, 1394, 1634]
